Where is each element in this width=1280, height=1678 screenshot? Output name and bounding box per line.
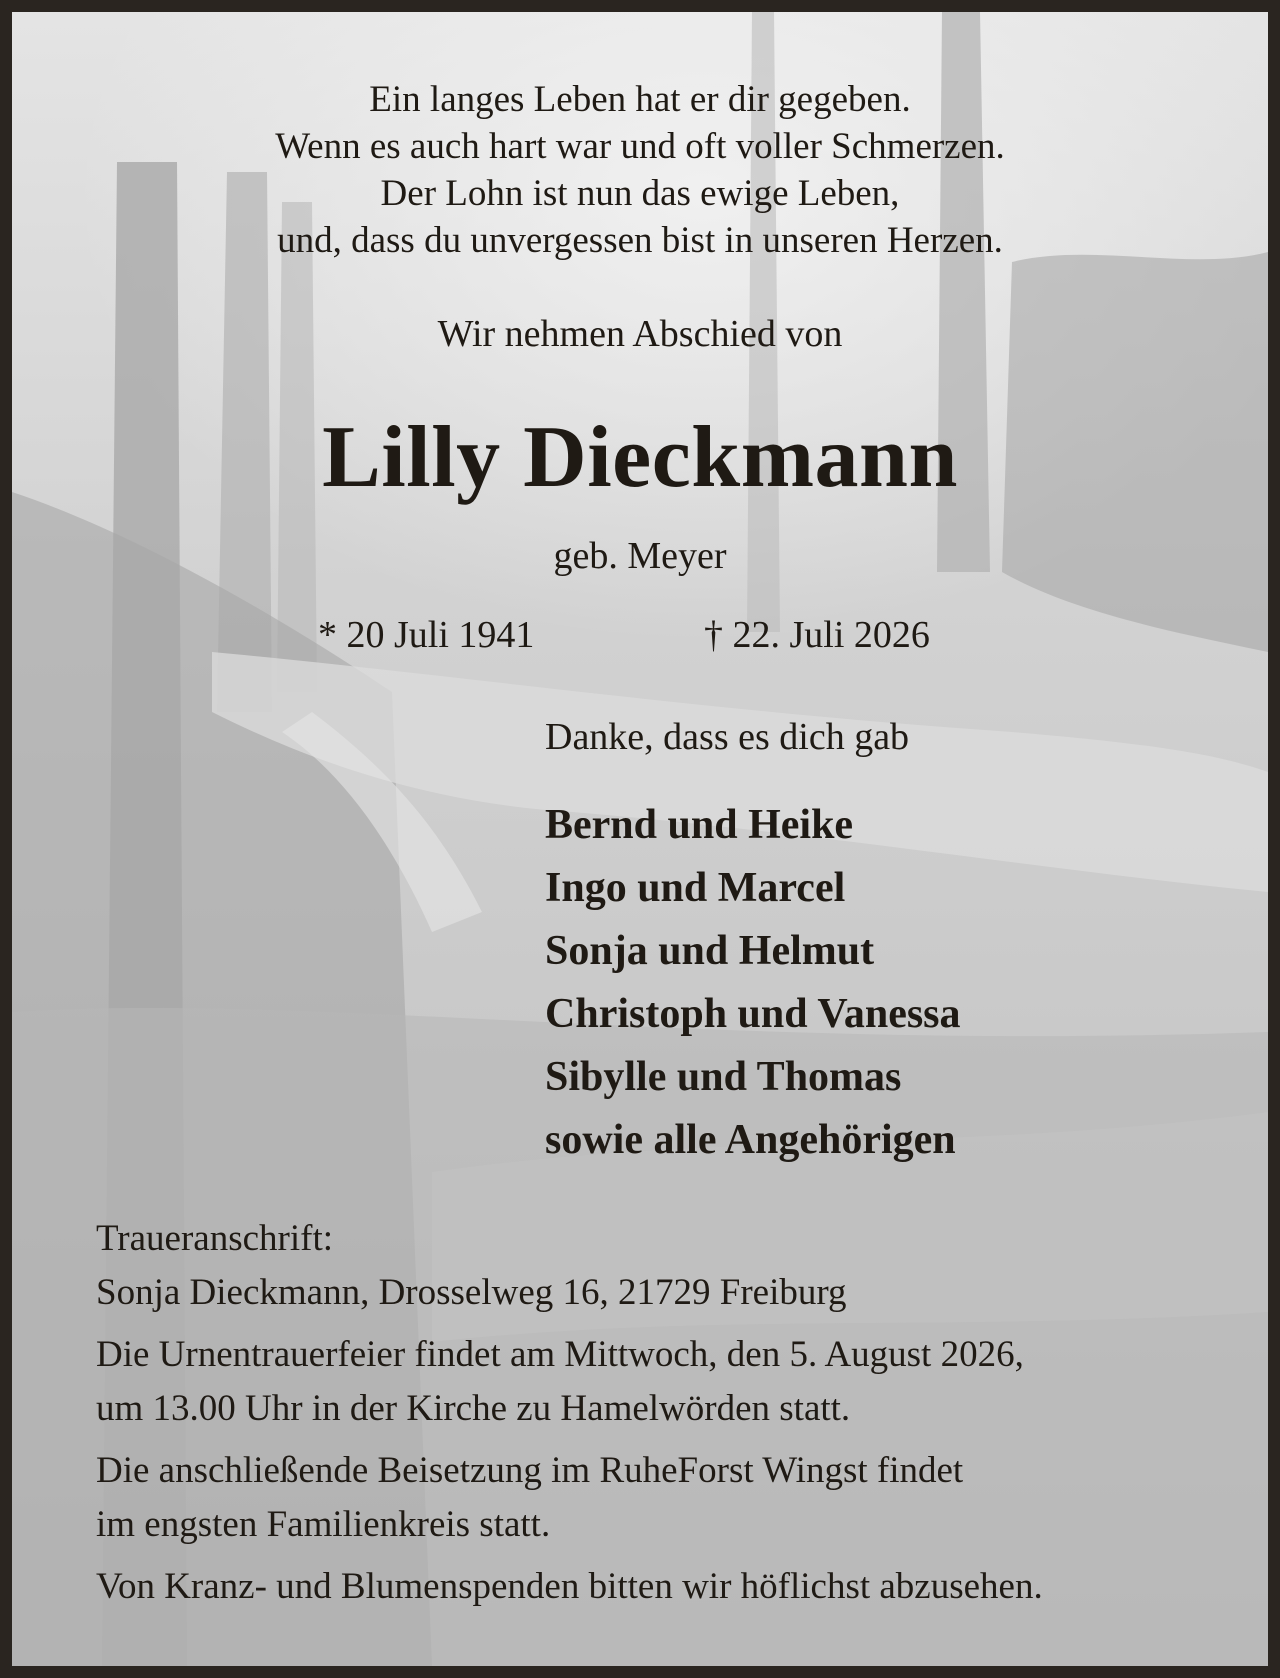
flowers-request-text: Von Kranz- und Blumenspenden bitten wir höflichst abzusehen. [96, 1566, 1043, 1607]
poem-line: Ein langes Leben hat er dir gegeben. [369, 79, 911, 120]
notice-content [12, 12, 1268, 1666]
ceremony-text: Die Urnentrauerfeier findet am Mittwoch, den 5. August 2026, [96, 1334, 1024, 1375]
birth-date: * 20 Juli 1941 [318, 614, 535, 656]
farewell-text: Wir nehmen Abschied von [437, 313, 843, 355]
mourning-address: Sonja Dieckmann, Drosselweg 16, 21729 Freiburg [96, 1272, 847, 1313]
mourners-list [545, 794, 961, 1172]
poem-line: Wenn es auch hart war und oft voller Schmerzen. [275, 126, 1005, 167]
poem-line: Der Lohn ist nun das ewige Leben, [380, 173, 900, 214]
mourner-entry: Ingo und Marcel [545, 865, 846, 911]
mourner-entry: Sonja und Helmut [545, 928, 875, 974]
mourner-entry: sowie alle Angehörigen [545, 1117, 956, 1163]
burial-text: im engsten Familienkreis statt. [96, 1504, 551, 1545]
funeral-details [96, 1212, 1216, 1614]
mourner-entry: Bernd und Heike [545, 802, 854, 848]
poem-line: und, dass du unvergessen bist in unseren Herzen. [277, 220, 1003, 261]
thanks-text: Danke, dass es dich gab [545, 716, 910, 758]
mourner-entry: Christoph und Vanessa [545, 991, 961, 1037]
mourner-entry: Sibylle und Thomas [545, 1054, 902, 1100]
address-label: Traueranschrift: [96, 1218, 334, 1259]
death-date: † 22. Juli 2026 [704, 614, 930, 656]
deceased-name: Lilly Dieckmann [322, 409, 958, 506]
burial-text: Die anschließende Beisetzung im RuheForst Wingst findet [96, 1450, 964, 1491]
ceremony-text: um 13.00 Uhr in der Kirche zu Hamelwörden statt. [96, 1388, 851, 1429]
memorial-poem [12, 76, 1268, 264]
maiden-name: geb. Meyer [553, 535, 727, 577]
